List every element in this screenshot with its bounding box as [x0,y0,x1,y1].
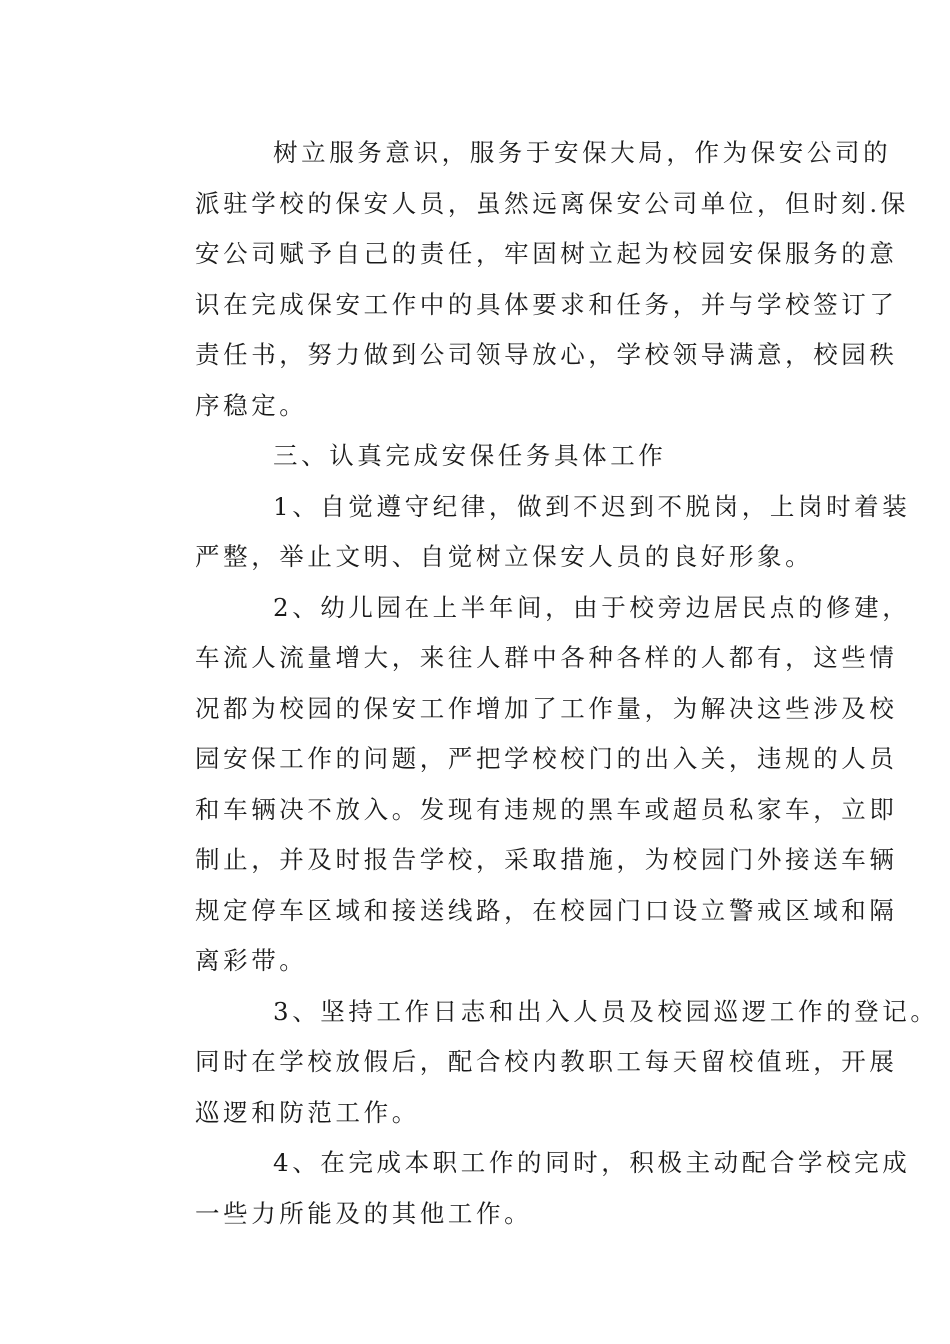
text-line: 巡逻和防范工作。 [195,1097,420,1127]
text-line: 识在完成保安工作中的具体要求和任务，并与学校签订了 [195,289,898,319]
text-line: 树立服务意识，服务于安保大局，作为保安公司的 [273,138,892,167]
text-line: 1、自觉遵守纪律，做到不迟到不脱岗，上岗时着装 [273,491,911,521]
text-line: 车流人流量增大，来往人群中各种各样的人都有，这些情 [195,643,898,672]
text-line: 3、坚持工作日志和出入人员及校园巡逻工作的登记。 [273,996,939,1026]
text-line: 4、在完成本职工作的同时，积极主动配合学校完成 [273,1148,911,1177]
text-line: 和车辆决不放入。发现有违规的黑车或超员私家车，立即 [195,794,898,824]
text-line: 同时在学校放假后，配合校内教职工每天留校值班，开展 [195,1047,898,1076]
text-line: 2、幼儿园在上半年间，由于校旁边居民点的修建， [273,592,911,622]
text-line: 一些力所能及的其他工作。 [195,1198,533,1228]
text-line: 派驻学校的保安人员，虽然远离保安公司单位，但时刻.保 [195,188,909,218]
text-line: 制止，并及时报告学校，采取措施，为校园门外接送车辆 [195,845,898,874]
text-line: 况都为校园的保安工作增加了工作量，为解决这些涉及校 [195,693,898,723]
paragraph-item-3 [146,987,939,1139]
paragraph-service-awareness [146,128,909,431]
paragraph-item-1 [146,482,911,583]
text-line: 规定停车区域和接送线路，在校园门口设立警戒区域和隔 [195,895,898,925]
text-line: 严整，举止文明、自觉树立保安人员的良好形象。 [195,542,814,571]
text-line: 安公司赋予自己的责任，牢固树立起为校园安保服务的意 [195,239,898,268]
text-line: 责任书，努力做到公司领导放心，学校领导满意，校园秩 [195,340,898,369]
text-line: 园安保工作的问题，严把学校校门的出入关，违规的人员 [195,744,898,773]
document-body [146,128,939,1239]
section-heading [146,431,806,482]
text-line: 离彩带。 [195,946,308,975]
paragraph-item-4 [146,1138,911,1239]
paragraph-item-2 [146,583,911,987]
heading-line: 三、认真完成安保任务具体工作 [273,441,667,470]
text-line: 序稳定。 [195,390,308,420]
